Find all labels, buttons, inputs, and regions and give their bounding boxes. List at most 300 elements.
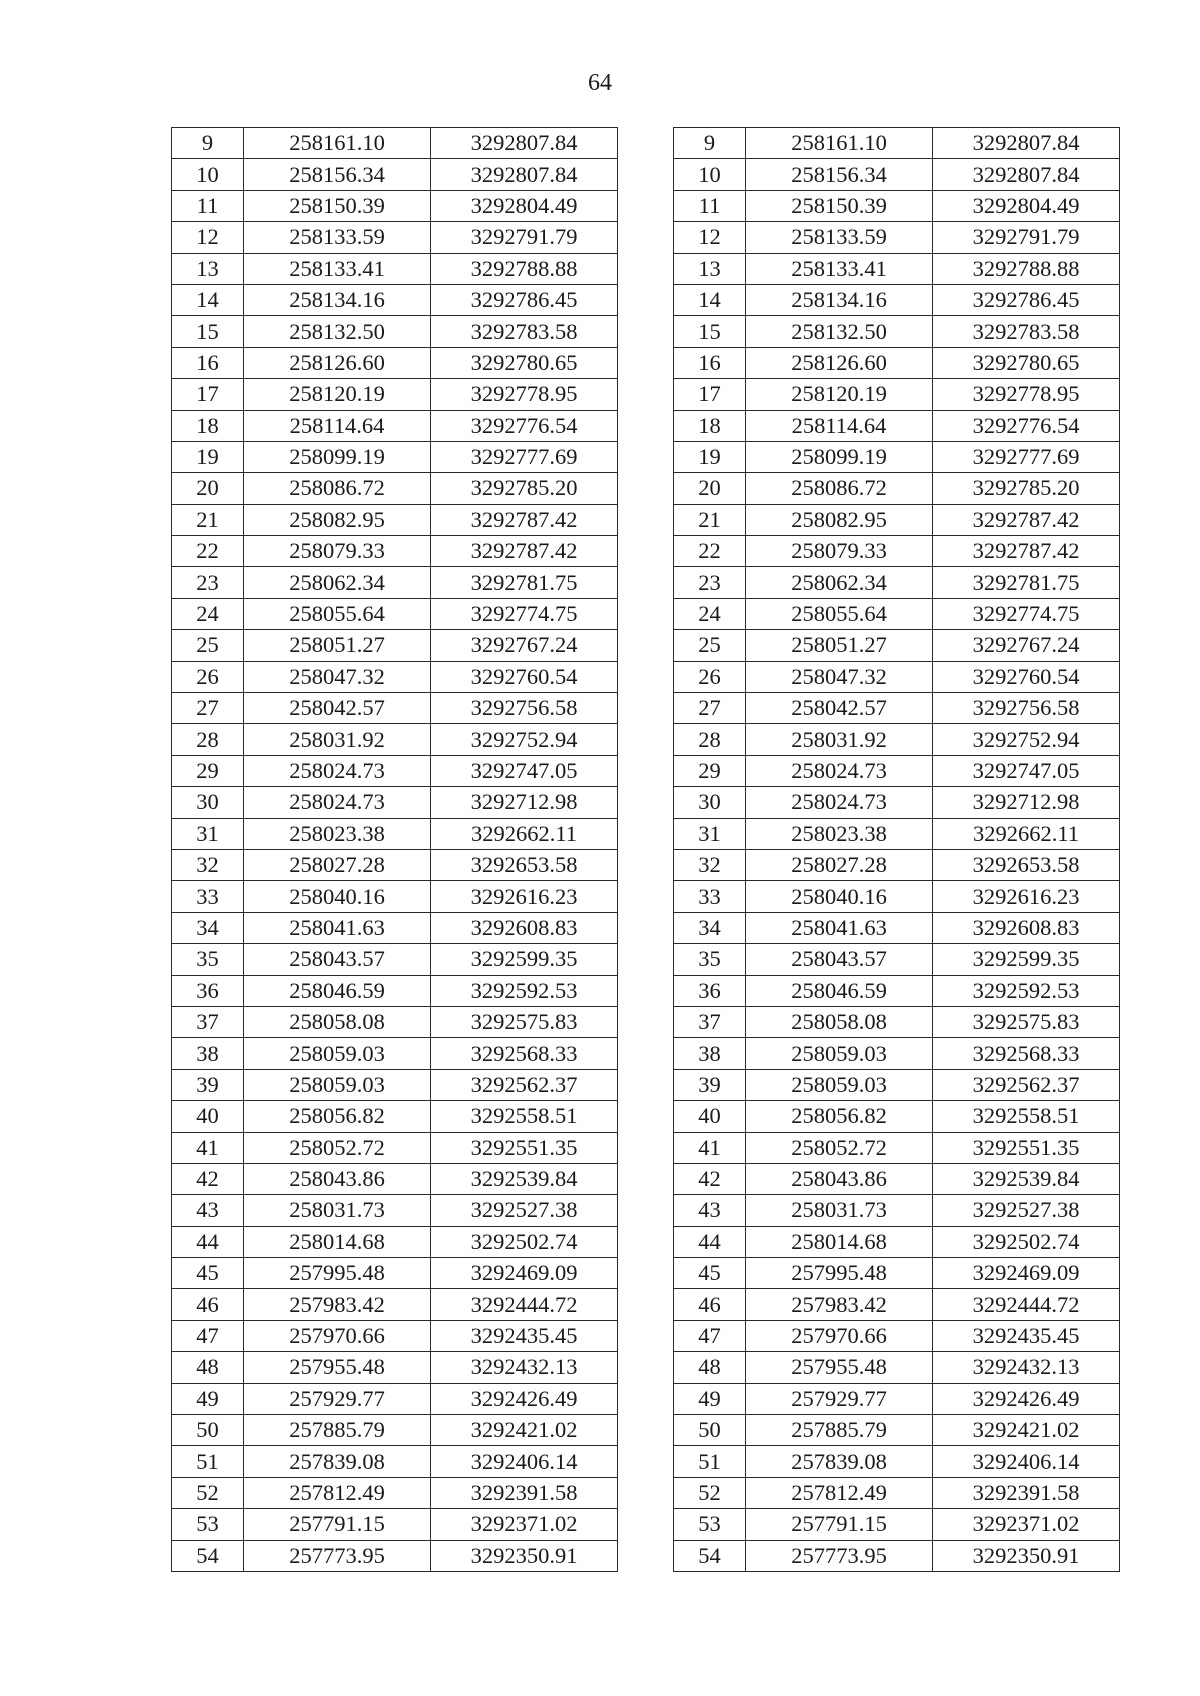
left-y-coordinate-cell: 3292599.35	[431, 944, 618, 975]
right-x-coordinate-cell: 258058.08	[746, 1006, 933, 1037]
table-row	[172, 316, 1120, 347]
left-x-coordinate-cell: 258023.38	[244, 818, 431, 849]
left-y-coordinate-cell: 3292767.24	[431, 630, 618, 661]
spacer-cell	[618, 1101, 674, 1132]
left-x-coordinate-cell: 258041.63	[244, 912, 431, 943]
right-y-coordinate-cell: 3292406.14	[933, 1446, 1120, 1477]
left-y-coordinate-cell: 3292558.51	[431, 1101, 618, 1132]
table-row	[172, 881, 1120, 912]
left-x-coordinate-cell: 258043.57	[244, 944, 431, 975]
left-point-number-cell: 24	[172, 598, 244, 629]
spacer-cell	[618, 1477, 674, 1508]
right-point-number-cell: 9	[674, 128, 746, 159]
left-x-coordinate-cell: 257929.77	[244, 1383, 431, 1414]
spacer-cell	[618, 1006, 674, 1037]
left-point-number-cell: 28	[172, 724, 244, 755]
spacer-cell	[618, 1320, 674, 1351]
spacer-cell	[618, 159, 674, 190]
right-point-number-cell: 13	[674, 253, 746, 284]
left-y-coordinate-cell: 3292791.79	[431, 222, 618, 253]
table-row	[172, 944, 1120, 975]
spacer-cell	[618, 1352, 674, 1383]
spacer-cell	[618, 849, 674, 880]
spacer-cell	[618, 1069, 674, 1100]
right-point-number-cell: 49	[674, 1383, 746, 1414]
table-row	[172, 159, 1120, 190]
right-point-number-cell: 24	[674, 598, 746, 629]
left-point-number-cell: 38	[172, 1038, 244, 1069]
right-x-coordinate-cell: 258156.34	[746, 159, 933, 190]
left-x-coordinate-cell: 258024.73	[244, 787, 431, 818]
table-row	[172, 1446, 1120, 1477]
left-y-coordinate-cell: 3292469.09	[431, 1258, 618, 1289]
left-point-number-cell: 53	[172, 1509, 244, 1540]
spacer-cell	[618, 190, 674, 221]
right-point-number-cell: 44	[674, 1226, 746, 1257]
left-point-number-cell: 47	[172, 1320, 244, 1351]
right-x-coordinate-cell: 258031.73	[746, 1195, 933, 1226]
left-y-coordinate-cell: 3292426.49	[431, 1383, 618, 1414]
left-point-number-cell: 34	[172, 912, 244, 943]
spacer-cell	[618, 410, 674, 441]
right-x-coordinate-cell: 258059.03	[746, 1038, 933, 1069]
right-y-coordinate-cell: 3292562.37	[933, 1069, 1120, 1100]
spacer-cell	[618, 787, 674, 818]
spacer-cell	[618, 693, 674, 724]
right-point-number-cell: 20	[674, 473, 746, 504]
left-y-coordinate-cell: 3292539.84	[431, 1163, 618, 1194]
left-point-number-cell: 52	[172, 1477, 244, 1508]
spacer-cell	[618, 1258, 674, 1289]
right-y-coordinate-cell: 3292777.69	[933, 441, 1120, 472]
spacer-cell	[618, 536, 674, 567]
right-y-coordinate-cell: 3292551.35	[933, 1132, 1120, 1163]
table-row	[172, 567, 1120, 598]
right-x-coordinate-cell: 258024.73	[746, 755, 933, 786]
left-y-coordinate-cell: 3292421.02	[431, 1415, 618, 1446]
right-x-coordinate-cell: 258055.64	[746, 598, 933, 629]
table-row	[172, 724, 1120, 755]
right-point-number-cell: 48	[674, 1352, 746, 1383]
right-y-coordinate-cell: 3292371.02	[933, 1509, 1120, 1540]
left-point-number-cell: 25	[172, 630, 244, 661]
right-y-coordinate-cell: 3292760.54	[933, 661, 1120, 692]
spacer-cell	[618, 1132, 674, 1163]
right-point-number-cell: 30	[674, 787, 746, 818]
left-point-number-cell: 21	[172, 504, 244, 535]
right-x-coordinate-cell: 258079.33	[746, 536, 933, 567]
spacer-cell	[618, 1289, 674, 1320]
left-point-number-cell: 44	[172, 1226, 244, 1257]
left-x-coordinate-cell: 258150.39	[244, 190, 431, 221]
left-y-coordinate-cell: 3292371.02	[431, 1509, 618, 1540]
right-x-coordinate-cell: 258062.34	[746, 567, 933, 598]
table-row	[172, 190, 1120, 221]
right-point-number-cell: 41	[674, 1132, 746, 1163]
left-point-number-cell: 36	[172, 975, 244, 1006]
table-row	[172, 1540, 1120, 1571]
right-y-coordinate-cell: 3292432.13	[933, 1352, 1120, 1383]
left-point-number-cell: 48	[172, 1352, 244, 1383]
right-point-number-cell: 22	[674, 536, 746, 567]
right-point-number-cell: 37	[674, 1006, 746, 1037]
left-point-number-cell: 49	[172, 1383, 244, 1414]
right-point-number-cell: 50	[674, 1415, 746, 1446]
spacer-cell	[618, 944, 674, 975]
table-row	[172, 441, 1120, 472]
left-y-coordinate-cell: 3292777.69	[431, 441, 618, 472]
right-point-number-cell: 32	[674, 849, 746, 880]
coordinates-table-body	[172, 128, 1120, 1572]
right-y-coordinate-cell: 3292435.45	[933, 1320, 1120, 1351]
right-x-coordinate-cell: 258014.68	[746, 1226, 933, 1257]
left-x-coordinate-cell: 258132.50	[244, 316, 431, 347]
left-y-coordinate-cell: 3292786.45	[431, 284, 618, 315]
right-x-coordinate-cell: 258046.59	[746, 975, 933, 1006]
left-x-coordinate-cell: 258082.95	[244, 504, 431, 535]
left-x-coordinate-cell: 258046.59	[244, 975, 431, 1006]
table-row	[172, 410, 1120, 441]
right-point-number-cell: 14	[674, 284, 746, 315]
left-x-coordinate-cell: 258040.16	[244, 881, 431, 912]
spacer-cell	[618, 818, 674, 849]
right-y-coordinate-cell: 3292653.58	[933, 849, 1120, 880]
table-row	[172, 347, 1120, 378]
left-x-coordinate-cell: 258133.59	[244, 222, 431, 253]
left-x-coordinate-cell: 257839.08	[244, 1446, 431, 1477]
table-row	[172, 1352, 1120, 1383]
right-x-coordinate-cell: 258059.03	[746, 1069, 933, 1100]
right-point-number-cell: 53	[674, 1509, 746, 1540]
right-x-coordinate-cell: 258056.82	[746, 1101, 933, 1132]
right-x-coordinate-cell: 258132.50	[746, 316, 933, 347]
left-point-number-cell: 30	[172, 787, 244, 818]
left-x-coordinate-cell: 257791.15	[244, 1509, 431, 1540]
right-y-coordinate-cell: 3292756.58	[933, 693, 1120, 724]
table-row	[172, 222, 1120, 253]
right-x-coordinate-cell: 257995.48	[746, 1258, 933, 1289]
spacer-cell	[618, 1038, 674, 1069]
left-x-coordinate-cell: 258133.41	[244, 253, 431, 284]
spacer-cell	[618, 253, 674, 284]
table-row	[172, 379, 1120, 410]
left-y-coordinate-cell: 3292780.65	[431, 347, 618, 378]
left-y-coordinate-cell: 3292712.98	[431, 787, 618, 818]
spacer-cell	[618, 912, 674, 943]
right-point-number-cell: 31	[674, 818, 746, 849]
right-x-coordinate-cell: 258042.57	[746, 693, 933, 724]
right-y-coordinate-cell: 3292778.95	[933, 379, 1120, 410]
left-y-coordinate-cell: 3292778.95	[431, 379, 618, 410]
left-point-number-cell: 43	[172, 1195, 244, 1226]
left-point-number-cell: 27	[172, 693, 244, 724]
right-y-coordinate-cell: 3292527.38	[933, 1195, 1120, 1226]
right-x-coordinate-cell: 258043.57	[746, 944, 933, 975]
right-point-number-cell: 21	[674, 504, 746, 535]
left-x-coordinate-cell: 257955.48	[244, 1352, 431, 1383]
left-point-number-cell: 23	[172, 567, 244, 598]
left-point-number-cell: 46	[172, 1289, 244, 1320]
right-x-coordinate-cell: 258161.10	[746, 128, 933, 159]
left-point-number-cell: 50	[172, 1415, 244, 1446]
right-y-coordinate-cell: 3292558.51	[933, 1101, 1120, 1132]
right-x-coordinate-cell: 257885.79	[746, 1415, 933, 1446]
left-y-coordinate-cell: 3292562.37	[431, 1069, 618, 1100]
left-point-number-cell: 54	[172, 1540, 244, 1571]
left-x-coordinate-cell: 258156.34	[244, 159, 431, 190]
left-y-coordinate-cell: 3292616.23	[431, 881, 618, 912]
right-point-number-cell: 16	[674, 347, 746, 378]
right-y-coordinate-cell: 3292616.23	[933, 881, 1120, 912]
left-x-coordinate-cell: 258055.64	[244, 598, 431, 629]
table-row	[172, 598, 1120, 629]
left-y-coordinate-cell: 3292502.74	[431, 1226, 618, 1257]
right-x-coordinate-cell: 258120.19	[746, 379, 933, 410]
right-point-number-cell: 42	[674, 1163, 746, 1194]
right-y-coordinate-cell: 3292391.58	[933, 1477, 1120, 1508]
table-row	[172, 128, 1120, 159]
left-point-number-cell: 40	[172, 1101, 244, 1132]
right-x-coordinate-cell: 258051.27	[746, 630, 933, 661]
left-x-coordinate-cell: 257773.95	[244, 1540, 431, 1571]
spacer-cell	[618, 881, 674, 912]
table-row	[172, 253, 1120, 284]
right-point-number-cell: 40	[674, 1101, 746, 1132]
table-row	[172, 1477, 1120, 1508]
right-y-coordinate-cell: 3292788.88	[933, 253, 1120, 284]
table-row	[172, 1383, 1120, 1414]
left-point-number-cell: 22	[172, 536, 244, 567]
left-x-coordinate-cell: 258086.72	[244, 473, 431, 504]
right-point-number-cell: 33	[674, 881, 746, 912]
right-x-coordinate-cell: 257839.08	[746, 1446, 933, 1477]
left-point-number-cell: 10	[172, 159, 244, 190]
left-x-coordinate-cell: 258031.92	[244, 724, 431, 755]
spacer-cell	[618, 724, 674, 755]
right-y-coordinate-cell: 3292783.58	[933, 316, 1120, 347]
left-y-coordinate-cell: 3292608.83	[431, 912, 618, 943]
left-y-coordinate-cell: 3292592.53	[431, 975, 618, 1006]
right-x-coordinate-cell: 258082.95	[746, 504, 933, 535]
spacer-cell	[618, 1540, 674, 1571]
right-x-coordinate-cell: 258086.72	[746, 473, 933, 504]
right-y-coordinate-cell: 3292747.05	[933, 755, 1120, 786]
left-y-coordinate-cell: 3292551.35	[431, 1132, 618, 1163]
left-y-coordinate-cell: 3292783.58	[431, 316, 618, 347]
left-x-coordinate-cell: 258051.27	[244, 630, 431, 661]
right-x-coordinate-cell: 257773.95	[746, 1540, 933, 1571]
left-x-coordinate-cell: 257885.79	[244, 1415, 431, 1446]
left-point-number-cell: 45	[172, 1258, 244, 1289]
right-y-coordinate-cell: 3292592.53	[933, 975, 1120, 1006]
right-y-coordinate-cell: 3292608.83	[933, 912, 1120, 943]
left-point-number-cell: 15	[172, 316, 244, 347]
left-x-coordinate-cell: 258014.68	[244, 1226, 431, 1257]
table-row	[172, 1226, 1120, 1257]
left-x-coordinate-cell: 257995.48	[244, 1258, 431, 1289]
right-point-number-cell: 19	[674, 441, 746, 472]
left-point-number-cell: 32	[172, 849, 244, 880]
right-point-number-cell: 12	[674, 222, 746, 253]
right-point-number-cell: 52	[674, 1477, 746, 1508]
spacer-cell	[618, 1509, 674, 1540]
spacer-cell	[618, 661, 674, 692]
table-row	[172, 1289, 1120, 1320]
spacer-cell	[618, 347, 674, 378]
right-point-number-cell: 28	[674, 724, 746, 755]
left-y-coordinate-cell: 3292781.75	[431, 567, 618, 598]
left-y-coordinate-cell: 3292752.94	[431, 724, 618, 755]
right-x-coordinate-cell: 258133.41	[746, 253, 933, 284]
spacer-cell	[618, 1446, 674, 1477]
left-point-number-cell: 35	[172, 944, 244, 975]
right-point-number-cell: 51	[674, 1446, 746, 1477]
left-y-coordinate-cell: 3292760.54	[431, 661, 618, 692]
left-x-coordinate-cell: 257983.42	[244, 1289, 431, 1320]
right-y-coordinate-cell: 3292575.83	[933, 1006, 1120, 1037]
left-point-number-cell: 20	[172, 473, 244, 504]
table-row	[172, 473, 1120, 504]
right-point-number-cell: 29	[674, 755, 746, 786]
table-row	[172, 504, 1120, 535]
left-point-number-cell: 14	[172, 284, 244, 315]
left-x-coordinate-cell: 258024.73	[244, 755, 431, 786]
table-row	[172, 284, 1120, 315]
right-y-coordinate-cell: 3292350.91	[933, 1540, 1120, 1571]
table-row	[172, 1320, 1120, 1351]
right-x-coordinate-cell: 257791.15	[746, 1509, 933, 1540]
spacer-cell	[618, 630, 674, 661]
right-x-coordinate-cell: 258099.19	[746, 441, 933, 472]
table-row	[172, 661, 1120, 692]
spacer-cell	[618, 222, 674, 253]
right-y-coordinate-cell: 3292776.54	[933, 410, 1120, 441]
right-x-coordinate-cell: 258024.73	[746, 787, 933, 818]
right-y-coordinate-cell: 3292539.84	[933, 1163, 1120, 1194]
left-x-coordinate-cell: 258043.86	[244, 1163, 431, 1194]
left-x-coordinate-cell: 258099.19	[244, 441, 431, 472]
right-y-coordinate-cell: 3292774.75	[933, 598, 1120, 629]
right-x-coordinate-cell: 258040.16	[746, 881, 933, 912]
right-y-coordinate-cell: 3292426.49	[933, 1383, 1120, 1414]
right-point-number-cell: 39	[674, 1069, 746, 1100]
right-point-number-cell: 11	[674, 190, 746, 221]
right-y-coordinate-cell: 3292787.42	[933, 536, 1120, 567]
left-y-coordinate-cell: 3292406.14	[431, 1446, 618, 1477]
right-x-coordinate-cell: 257983.42	[746, 1289, 933, 1320]
right-x-coordinate-cell: 258027.28	[746, 849, 933, 880]
right-x-coordinate-cell: 258047.32	[746, 661, 933, 692]
table-row	[172, 1509, 1120, 1540]
right-x-coordinate-cell: 258114.64	[746, 410, 933, 441]
left-y-coordinate-cell: 3292747.05	[431, 755, 618, 786]
left-point-number-cell: 41	[172, 1132, 244, 1163]
left-y-coordinate-cell: 3292435.45	[431, 1320, 618, 1351]
right-x-coordinate-cell: 258031.92	[746, 724, 933, 755]
right-point-number-cell: 43	[674, 1195, 746, 1226]
right-y-coordinate-cell: 3292752.94	[933, 724, 1120, 755]
left-y-coordinate-cell: 3292575.83	[431, 1006, 618, 1037]
table-row	[172, 912, 1120, 943]
right-x-coordinate-cell: 258043.86	[746, 1163, 933, 1194]
table-row	[172, 975, 1120, 1006]
spacer-cell	[618, 128, 674, 159]
left-x-coordinate-cell: 258047.32	[244, 661, 431, 692]
right-point-number-cell: 23	[674, 567, 746, 598]
table-row	[172, 536, 1120, 567]
table-row	[172, 1195, 1120, 1226]
right-y-coordinate-cell: 3292421.02	[933, 1415, 1120, 1446]
right-point-number-cell: 10	[674, 159, 746, 190]
left-y-coordinate-cell: 3292787.42	[431, 536, 618, 567]
left-x-coordinate-cell: 258059.03	[244, 1069, 431, 1100]
left-y-coordinate-cell: 3292391.58	[431, 1477, 618, 1508]
right-y-coordinate-cell: 3292502.74	[933, 1226, 1120, 1257]
left-y-coordinate-cell: 3292804.49	[431, 190, 618, 221]
table-row	[172, 787, 1120, 818]
right-point-number-cell: 54	[674, 1540, 746, 1571]
left-x-coordinate-cell: 258042.57	[244, 693, 431, 724]
left-y-coordinate-cell: 3292774.75	[431, 598, 618, 629]
right-x-coordinate-cell: 258052.72	[746, 1132, 933, 1163]
right-point-number-cell: 38	[674, 1038, 746, 1069]
left-x-coordinate-cell: 258120.19	[244, 379, 431, 410]
left-point-number-cell: 16	[172, 347, 244, 378]
right-y-coordinate-cell: 3292807.84	[933, 159, 1120, 190]
left-y-coordinate-cell: 3292787.42	[431, 504, 618, 535]
right-y-coordinate-cell: 3292599.35	[933, 944, 1120, 975]
left-x-coordinate-cell: 257812.49	[244, 1477, 431, 1508]
left-point-number-cell: 33	[172, 881, 244, 912]
left-point-number-cell: 17	[172, 379, 244, 410]
right-point-number-cell: 26	[674, 661, 746, 692]
right-y-coordinate-cell: 3292785.20	[933, 473, 1120, 504]
left-y-coordinate-cell: 3292788.88	[431, 253, 618, 284]
page-number: 64	[588, 70, 612, 96]
table-row	[172, 1415, 1120, 1446]
table-row	[172, 693, 1120, 724]
left-point-number-cell: 13	[172, 253, 244, 284]
table-row	[172, 1132, 1120, 1163]
spacer-cell	[618, 1226, 674, 1257]
table-row	[172, 630, 1120, 661]
spacer-cell	[618, 598, 674, 629]
right-x-coordinate-cell: 258150.39	[746, 190, 933, 221]
left-point-number-cell: 9	[172, 128, 244, 159]
right-y-coordinate-cell: 3292791.79	[933, 222, 1120, 253]
left-y-coordinate-cell: 3292776.54	[431, 410, 618, 441]
left-x-coordinate-cell: 258031.73	[244, 1195, 431, 1226]
left-x-coordinate-cell: 258058.08	[244, 1006, 431, 1037]
table-row	[172, 818, 1120, 849]
spacer-cell	[618, 567, 674, 598]
spacer-cell	[618, 441, 674, 472]
right-point-number-cell: 47	[674, 1320, 746, 1351]
left-x-coordinate-cell: 258052.72	[244, 1132, 431, 1163]
right-x-coordinate-cell: 257929.77	[746, 1383, 933, 1414]
right-point-number-cell: 46	[674, 1289, 746, 1320]
right-x-coordinate-cell: 257812.49	[746, 1477, 933, 1508]
spacer-cell	[618, 504, 674, 535]
right-point-number-cell: 45	[674, 1258, 746, 1289]
left-x-coordinate-cell: 258161.10	[244, 128, 431, 159]
left-y-coordinate-cell: 3292653.58	[431, 849, 618, 880]
left-x-coordinate-cell: 258062.34	[244, 567, 431, 598]
table-row	[172, 849, 1120, 880]
right-x-coordinate-cell: 258023.38	[746, 818, 933, 849]
spacer-cell	[618, 975, 674, 1006]
left-x-coordinate-cell: 258114.64	[244, 410, 431, 441]
